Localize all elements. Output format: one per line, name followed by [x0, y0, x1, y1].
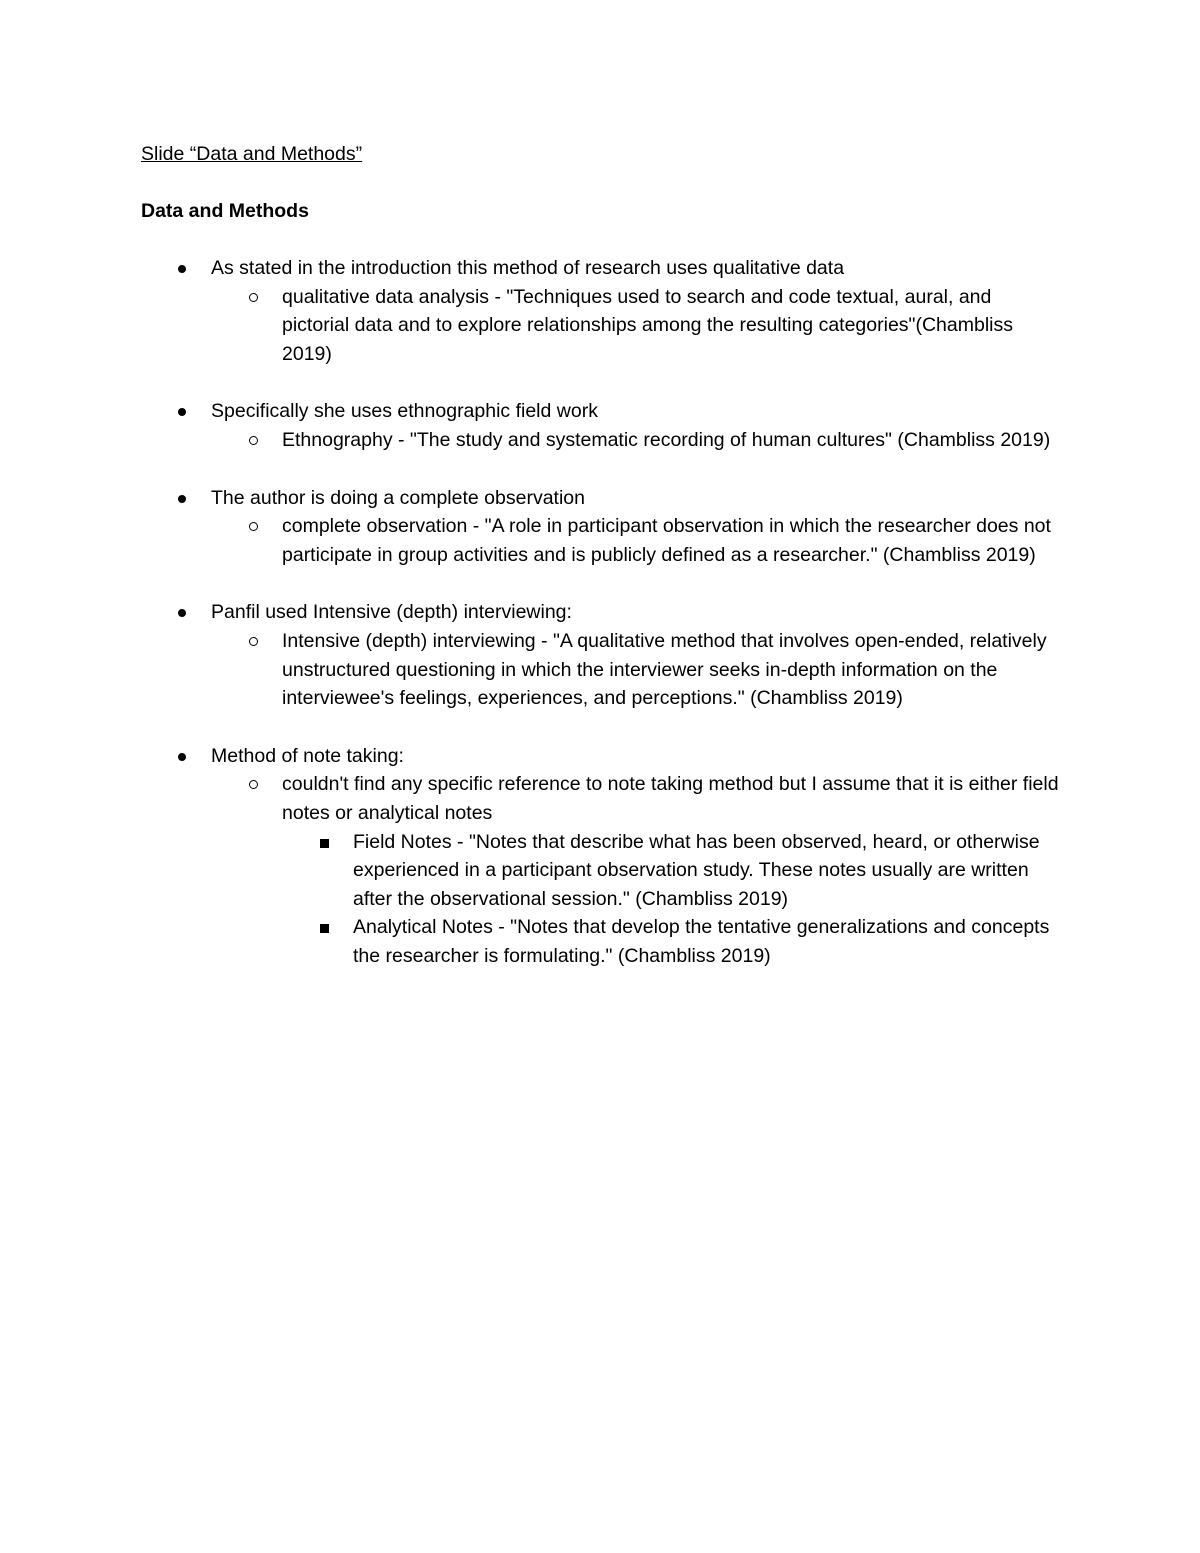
sub-sub-list: [282, 828, 1061, 971]
bullet-square-icon: [320, 839, 329, 848]
list-item: [141, 742, 1061, 971]
list-item: [141, 397, 1061, 454]
sub-list: [211, 426, 1061, 455]
sub-sub-list-item-text: Field Notes - "Notes that describe what has been observed, heard, or otherwise experienced in a participant observation study. These notes usually are written after the observational session." (Chambliss 2019): [353, 830, 1040, 910]
bullet-disc-icon: [178, 609, 186, 617]
sub-list-item: [211, 512, 1061, 569]
document-page: [141, 140, 1061, 999]
bullet-square-icon: [320, 924, 329, 933]
sub-list-item-text: Intensive (depth) interviewing - "A qualitative method that involves open-ended, relatively unstructured questioning in which the interviewer seeks in-depth information on the interviewee's feelings, experiences, and perceptions." (Chambliss 2019): [282, 629, 1047, 710]
bullet-disc-icon: [178, 753, 186, 761]
slide-title-link[interactable]: Slide “Data and Methods”: [141, 143, 363, 165]
sub-sub-list-item: [282, 913, 1061, 970]
sub-list-item: [211, 426, 1061, 455]
bullet-circle-icon: [249, 522, 258, 531]
list-item-text: The author is doing a complete observation: [211, 486, 585, 509]
sub-list: [211, 770, 1061, 970]
list-item: [141, 598, 1061, 712]
sub-list: [211, 283, 1061, 369]
sub-list-item: [211, 283, 1061, 369]
sub-list-item: [211, 627, 1061, 713]
sub-list-item: [211, 770, 1061, 970]
bullet-disc-icon: [178, 495, 186, 503]
section-heading: Data and Methods: [141, 200, 309, 222]
bullet-list: [141, 254, 1061, 970]
sub-sub-list-item-text: Analytical Notes - "Notes that develop the tentative generalizations and concepts the researcher is formulating." (Chambliss 2019): [353, 916, 1050, 967]
bullet-circle-icon: [249, 780, 258, 789]
sub-list-item-text: qualitative data analysis - "Techniques used to search and code textual, aural, and pictorial data and to explore relationships among the resulting categories"(Chambliss 2019): [282, 285, 1013, 365]
sub-sub-list-item: [282, 828, 1061, 914]
bullet-circle-icon: [249, 637, 258, 646]
list-item-text: Method of note taking:: [211, 744, 404, 767]
sub-list-item-text: Ethnography - "The study and systematic recording of human cultures" (Chambliss 2019): [282, 428, 1051, 451]
list-item: [141, 254, 1061, 368]
sub-list: [211, 512, 1061, 569]
bullet-disc-icon: [178, 408, 186, 416]
sub-list: [211, 627, 1061, 713]
sub-list-item-text: couldn't find any specific reference to note taking method but I assume that it is either field notes or analytical notes: [282, 773, 1059, 824]
list-item-text: Panfil used Intensive (depth) interviewing:: [211, 601, 572, 624]
list-item-text: Specifically she uses ethnographic field work: [211, 400, 598, 423]
bullet-circle-icon: [249, 293, 258, 302]
bullet-circle-icon: [249, 436, 258, 445]
list-item-text: As stated in the introduction this method of research uses qualitative data: [211, 257, 845, 279]
bullet-disc-icon: [178, 265, 186, 273]
list-item: [141, 484, 1061, 570]
sub-list-item-text: complete observation - "A role in participant observation in which the researcher does not participate in group activities and is publicly defined as a researcher." (Chambliss 2019): [282, 515, 1051, 566]
